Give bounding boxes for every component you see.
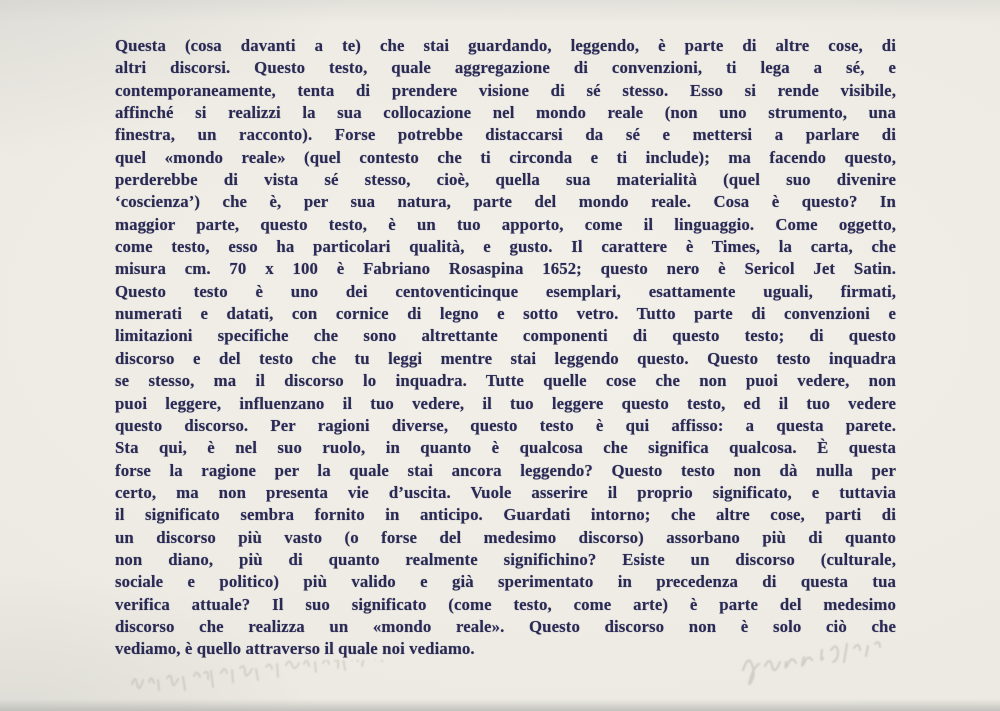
text-line: misura cm. 70 x 100 è Fabriano Rosaspina 1652; questo nero è Sericol Jet Satin. xyxy=(115,259,896,279)
text-line: forse la ragione per la quale stai ancora leggendo? Questo testo non dà nulla per xyxy=(115,460,896,480)
text-line: puoi leggere, influenzano il tuo vedere, il tuo leggere questo testo, ed il tuo vedere xyxy=(115,393,896,413)
text-line: come testo, esso ha particolari qualità, e gusto. Il carattere è Times, la carta, che xyxy=(115,237,896,257)
text-line: limitazioni specifiche che sono altrettante componenti di questo testo; di questo xyxy=(115,326,896,346)
text-line: altri discorsi. Questo testo, quale aggregazione di convenzioni, ti lega a sé, e xyxy=(115,58,896,78)
text-line: perderebbe di vista sé stesso, cioè, quella sua materialità (quel suo divenire xyxy=(115,170,896,190)
text-line: ‘coscienza’) che è, per sua natura, parte del mondo reale. Cosa è questo? In xyxy=(115,192,896,212)
text-line: un discorso più vasto (o forse del medesimo discorso) assorbano più di quanto xyxy=(115,527,896,547)
text-line: Sta qui, è nel suo ruolo, in quanto è qualcosa che significa qualcosa. È questa xyxy=(115,438,896,458)
text-line: discorso che realizza un «mondo reale». Questo discorso non è solo ciò che xyxy=(115,616,896,636)
text-line: se stesso, ma il discorso lo inquadra. Tutte quelle cose che non puoi vedere, non xyxy=(115,371,896,391)
text-line: contemporaneamente, tenta di prendere visione di sé stesso. Esso si rende visibile, xyxy=(115,80,896,100)
text-line: certo, ma non presenta vie d’uscita. Vuole asserire il proprio significato, e tuttavia xyxy=(115,482,896,502)
text-line: questo discorso. Per ragioni diverse, questo testo è qui affisso: a questa parete. xyxy=(115,415,896,435)
text-line: quel «mondo reale» (quel contesto che ti circonda e ti include); ma facendo questo, xyxy=(115,147,896,167)
text-line: Questo testo è uno dei centoventicinque esemplari, esattamente uguali, firmati, xyxy=(115,281,896,301)
text-line: affinché si realizzi la sua collocazione nel mondo reale (non uno strumento, una xyxy=(115,103,896,123)
text-line: Questa (cosa davanti a te) che stai guardando, leggendo, è parte di altre cose, di xyxy=(115,36,896,55)
text-line: non diano, più di quanto realmente significhino? Esiste un discorso (culturale, xyxy=(115,549,896,569)
text-line: il significato sembra fornito in anticipo. Guardati intorno; che altre cose, parti di xyxy=(115,505,896,525)
text-line: discorso e del testo che tu leggi mentre stai leggendo questo. Questo testo inquadra xyxy=(115,348,896,368)
pencil-inscription xyxy=(120,660,460,708)
text-line: vediamo, è quello attraverso il quale noi vediamo. xyxy=(115,639,475,659)
text-line: maggior parte, questo testo, è un tuo apporto, come il linguaggio. Come oggetto, xyxy=(115,214,896,234)
text-line: finestra, un racconto). Forse potrebbe distaccarsi da sé e mettersi a parlare di xyxy=(115,125,896,145)
text-line: sociale e politico) più valido e già sperimentato in precedenza di questa tua xyxy=(115,572,896,592)
text-block xyxy=(115,35,896,661)
text-line: verifica attuale? Il suo significato (come testo, come arte) è parte del medesimo xyxy=(115,594,896,614)
text-line: numerati e datati, con cornice di legno e sotto vetro. Tutto parte di convenzioni e xyxy=(115,304,896,324)
